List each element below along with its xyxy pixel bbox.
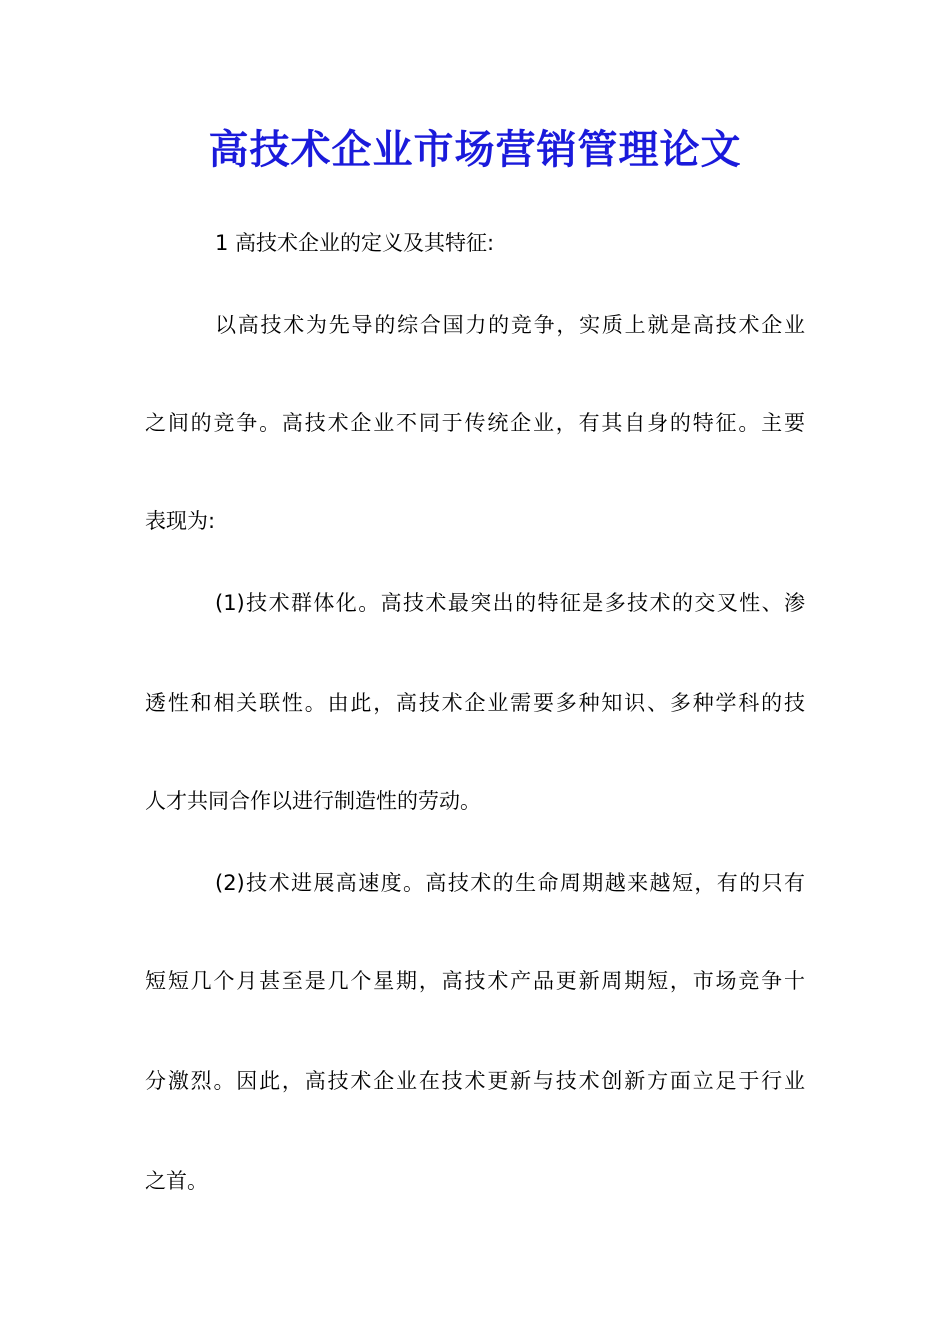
paragraph-line: (2)技术进展高速度。高技术的生命周期越来越短，有的只有 [215, 871, 805, 895]
paragraph-line: 短短几个月甚至是几个星期，高技术产品更新周期短，市场竞争十 [145, 969, 805, 993]
paragraph-line: 人才共同合作以进行制造性的劳动。 [145, 789, 481, 813]
document-title: 高技术企业市场营销管理论文 [208, 126, 742, 173]
paragraph-line: 以高技术为先导的综合国力的竞争，实质上就是高技术企业 [215, 313, 805, 337]
paragraph-line: 透性和相关联性。由此，高技术企业需要多种知识、多种学科的技 [145, 691, 805, 715]
paragraph-line: 之间的竞争。高技术企业不同于传统企业，有其自身的特征。主要 [145, 411, 805, 435]
paragraph-line: 分激烈。因此，高技术企业在技术更新与技术创新方面立足于行业 [145, 1069, 805, 1093]
paragraph-line: 之首。 [145, 1169, 208, 1193]
section-heading: 1 高技术企业的定义及其特征: [215, 231, 495, 255]
paragraph-line: 表现为: [145, 509, 216, 533]
paragraph-line: (1)技术群体化。高技术最突出的特征是多技术的交叉性、渗 [215, 591, 805, 615]
